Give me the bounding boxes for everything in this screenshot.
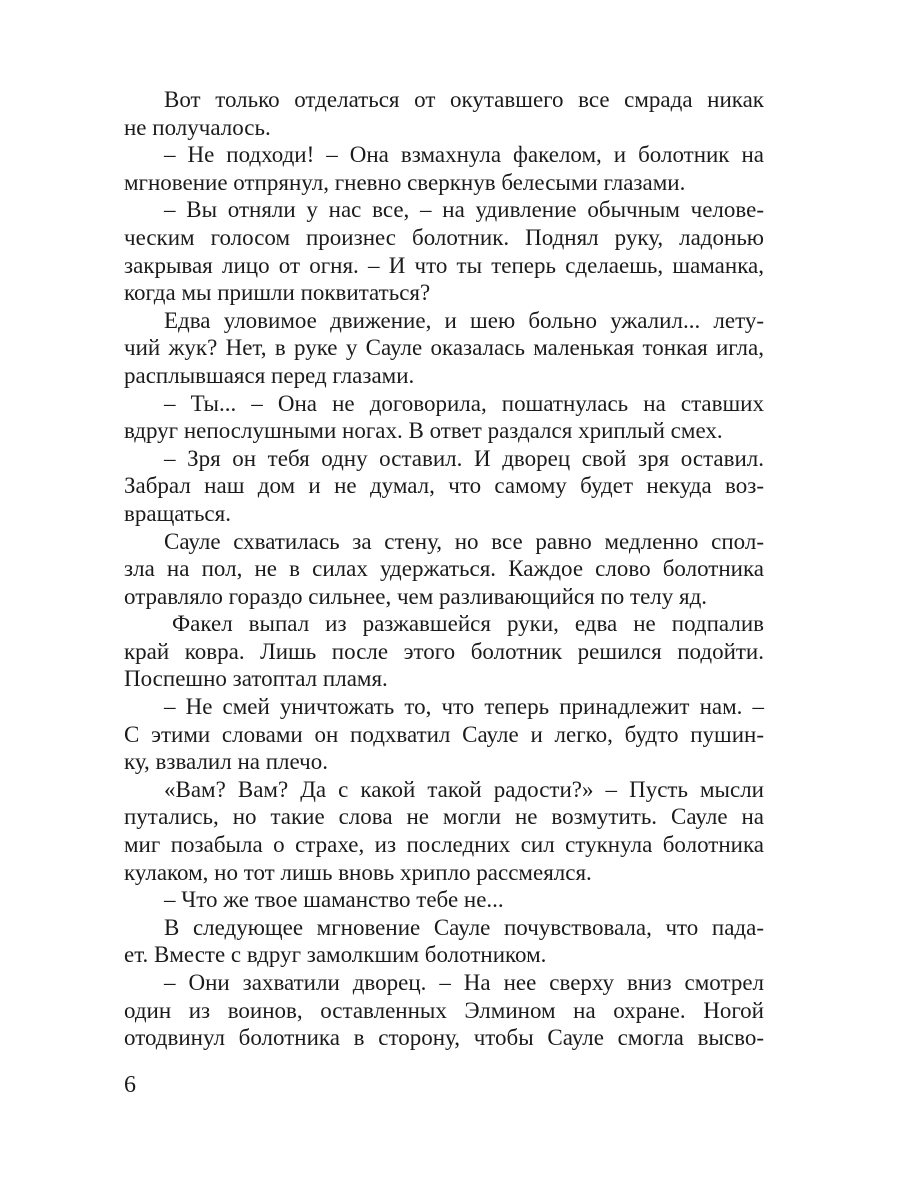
text-line: – Зря он тебя одну оставил. И дворец свой зря оставил.	[164, 445, 764, 471]
text-line: – Не смей уничтожать то, что теперь принадлежит нам. –	[164, 694, 764, 720]
text-line: ческим голосом произнес болотник. Поднял руку, ладонью	[124, 224, 764, 250]
text-line: зла на пол, не в силах удержаться. Каждое слово болотника	[124, 556, 764, 582]
text-line: Поспешно затоптал пламя.	[124, 666, 388, 692]
text-line: вдруг непослушными ногах. В ответ раздался хриплый смех.	[124, 418, 723, 444]
text-line: миг позабыла о страхе, из последних сил стукнула болотника	[124, 832, 764, 858]
text-line: – Вы отняли у нас все, – на удивление обычным челове-	[164, 197, 764, 223]
text-line: Факел выпал из разжавшейся руки, едва не подпалив	[172, 611, 764, 637]
text-line: кулаком, но тот лишь вновь хрипло рассмеялся.	[124, 859, 592, 885]
text-line: – Не подходи! – Она взмахнула факелом, и болотник на	[164, 142, 764, 168]
text-line: В следующее мгновение Сауле почувствовала, что пада-	[164, 914, 764, 940]
text-line: отравляло гораздо сильнее, чем разливающийся по телу яд.	[124, 583, 708, 609]
text-line: – Что же твое шаманство тебе не...	[164, 887, 504, 913]
text-line: С этими словами он подхватил Сауле и легко, будто пушин-	[124, 721, 764, 747]
text-line: «Вам? Вам? Да с какой такой радости?» – Пусть мысли	[164, 776, 764, 802]
text-line: закрывая лицо от огня. – И что ты теперь сделаешь, шаманка,	[124, 252, 764, 278]
text-line: когда мы пришли поквитаться?	[124, 280, 431, 306]
text-line: – Ты... – Она не договорила, пошатнулась на ставших	[164, 390, 764, 416]
page-number: 6	[124, 1072, 136, 1098]
text-line: вращаться.	[124, 500, 231, 526]
text-line: не получалось.	[124, 114, 271, 140]
text-line: Вот только отделаться от окутавшего все смрада никак	[164, 87, 764, 112]
text-line: край ковра. Лишь после этого болотник решился подойти.	[124, 638, 764, 664]
text-line: ет. Вместе с вдруг замолкшим болотником.	[124, 942, 547, 968]
text-line: один из воинов, оставленных Элмином на охране. Ногой	[124, 997, 764, 1023]
text-line: – Они захватили дворец. – На нее сверху вниз смотрел	[164, 970, 764, 995]
text-line: путались, но такие слова не могли не возмутить. Сауле на	[124, 804, 764, 830]
text-line: отодвинул болотника в сторону, чтобы Сауле смогла высво-	[124, 1025, 764, 1051]
text-line: Едва уловимое движение, и шею больно ужалил... лету-	[164, 307, 764, 333]
text-line: Сауле схватилась за стену, но все равно медленно спол-	[164, 528, 764, 554]
text-line: Забрал наш дом и не думал, что самому будет некуда воз-	[124, 473, 764, 499]
body-text	[124, 86, 764, 1052]
text-line: ку, взвалил на плечо.	[124, 749, 328, 775]
text-line: чий жук? Нет, в руке у Сауле оказалась маленькая тонкая игла,	[124, 335, 764, 361]
text-line: мгновение отпрянул, гневно сверкнув белесыми глазами.	[124, 169, 686, 195]
text-line: расплывшаяся перед глазами.	[124, 362, 415, 388]
